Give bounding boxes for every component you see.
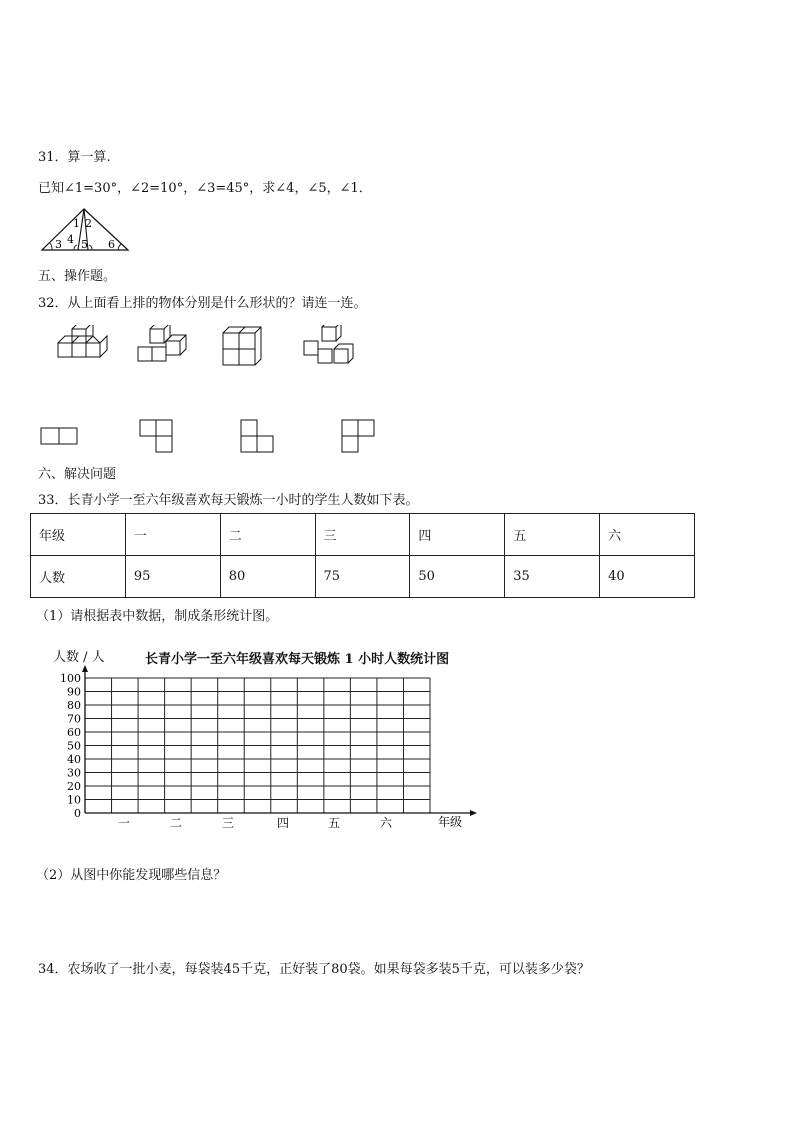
chart-ylabel: 人数 / 人 <box>53 650 105 665</box>
chart-title: 长青小学一至六年级喜欢每天锻炼 1 小时人数统计图 <box>145 652 450 667</box>
y-tick-label: 20 <box>67 780 81 793</box>
y-tick-label: 70 <box>67 712 81 726</box>
section5-title: 五、操作题。 <box>38 269 117 284</box>
table-cell: 50 <box>410 556 505 598</box>
x-category-label: 六 <box>379 816 393 830</box>
q34-text: 34．农场收了一批小麦，每袋装45千克，正好装了80袋。如果每袋多装5千克，可以装多少袋？ <box>38 962 590 977</box>
table-cell: 95 <box>125 556 220 598</box>
table-cell: 二 <box>220 514 315 556</box>
top-view-1 <box>41 428 77 444</box>
x-category-label: 三 <box>221 816 235 830</box>
x-category-label: 四 <box>276 816 290 830</box>
x-category-label: 二 <box>169 816 183 830</box>
angle-label-2: 2 <box>85 217 92 230</box>
top-view-shapes <box>38 418 388 458</box>
table-cell: 五 <box>505 514 600 556</box>
table-header-count: 人数 <box>31 556 126 598</box>
q33-sub1: （1）请根据表中数据，制成条形统计图。 <box>36 609 279 624</box>
x-category-label: 一 <box>117 816 131 830</box>
table-cell: 35 <box>505 556 600 598</box>
x-axis-label: 年级 <box>438 815 463 829</box>
q32-heading: 32．从上面看上排的物体分别是什么形状的？请连一连。 <box>38 296 367 311</box>
table-cell: 一 <box>125 514 220 556</box>
table-row-counts <box>31 556 695 598</box>
angle-label-4: 4 <box>67 233 74 246</box>
cube-group-2 <box>138 325 186 361</box>
cube-group-3 <box>223 327 261 365</box>
section6-title: 六、解决问题 <box>38 467 117 482</box>
chart-grid <box>40 660 490 835</box>
y-tick-label: 80 <box>67 699 81 712</box>
x-category-label: 五 <box>327 816 341 830</box>
cube-group-1 <box>58 325 107 357</box>
angle-label-6: 6 <box>108 238 115 251</box>
data-table <box>30 513 695 598</box>
q31-given: 已知∠1=30°，∠2=10°，∠3=45°，求∠4，∠5，∠1． <box>38 181 372 196</box>
y-tick-label: 40 <box>67 753 81 766</box>
y-tick-label: 50 <box>67 739 81 753</box>
y-tick-label: 0 <box>74 807 81 820</box>
cube-group-4 <box>304 325 353 363</box>
q31-heading: 31．算一算. <box>38 150 111 165</box>
table-cell: 四 <box>410 514 505 556</box>
x-axis-arrow <box>470 810 477 816</box>
angle-label-5: 5 <box>81 238 88 251</box>
table-cell: 三 <box>315 514 410 556</box>
q33-heading: 33．长青小学一至六年级喜欢每天锻炼一小时的学生人数如下表。 <box>38 493 419 508</box>
cube-groups <box>55 325 375 375</box>
y-axis-arrow <box>82 665 88 672</box>
angle-label-1: 1 <box>73 217 80 230</box>
table-cell: 80 <box>220 556 315 598</box>
top-view-4 <box>342 420 374 452</box>
y-tick-label: 10 <box>67 793 81 807</box>
y-tick-label: 90 <box>67 685 81 699</box>
table-row-grades <box>31 514 695 556</box>
table-cell: 40 <box>600 556 695 598</box>
y-tick-label: 30 <box>67 766 81 780</box>
y-tick-label: 100 <box>60 672 81 685</box>
table-cell: 六 <box>600 514 695 556</box>
triangle-figure <box>38 205 133 253</box>
top-view-2 <box>140 420 172 452</box>
angle-label-3: 3 <box>55 238 62 251</box>
y-tick-label: 60 <box>67 726 81 739</box>
q33-sub2: （2）从图中你能发现哪些信息？ <box>36 868 227 883</box>
table-header-grade: 年级 <box>31 514 126 556</box>
top-view-3 <box>241 420 273 452</box>
table-cell: 75 <box>315 556 410 598</box>
